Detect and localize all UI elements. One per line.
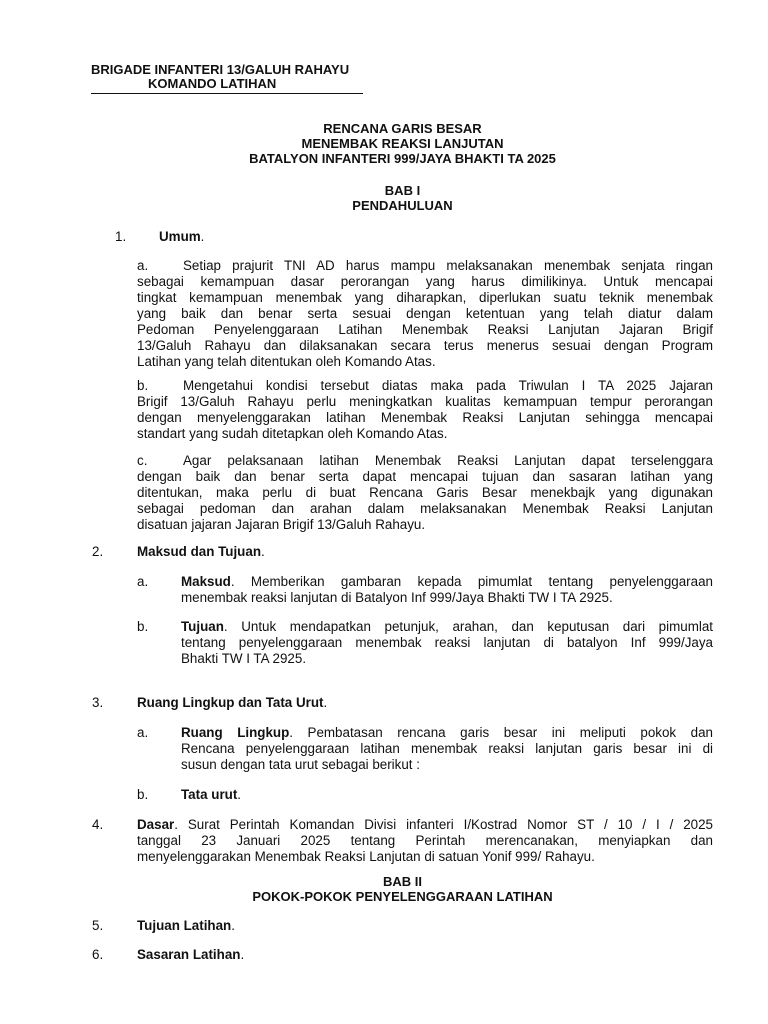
- paragraph-line: ditentukan, maka perlu di buat Rencana Garis Besar menekbajk yang digunakan: [137, 485, 713, 500]
- item-1c-paragraph: [137, 453, 713, 533]
- paragraph-line: tanggal 23 Januari 2025 tentang Perintah merencanakan, menyiapkan dan: [137, 833, 713, 848]
- section-2-heading: [137, 544, 265, 560]
- item-3b-letter: b.: [137, 787, 149, 802]
- section-2-number: 2.: [92, 544, 104, 559]
- item-3a-paragraph: [181, 725, 713, 773]
- chapter-2-label: BAB II: [383, 874, 422, 889]
- item-1b-paragraph: [137, 378, 713, 442]
- paragraph-text: . Untuk mendapatkan petunjuk, arahan, dan keputusan dari pimumlat: [223, 619, 713, 634]
- org-unit: KOMANDO LATIHAN: [148, 76, 277, 91]
- paragraph-line: Rencana penyelenggaraan latihan menembak reaksi lanjutan garis besar ini di: [181, 741, 713, 756]
- paragraph-line: menyelenggarakan Menembak Reaksi Lanjutan di satuan Yonif 999/ Rahayu.: [137, 849, 595, 864]
- section-2-title: Maksud dan Tujuan: [137, 544, 261, 559]
- paragraph-line: sebagai kemampuan dasar perorangan yang harus dimilikinya. Untuk mencapai: [137, 274, 713, 289]
- section-5-number: 5.: [92, 918, 104, 933]
- item-2a-paragraph: [181, 574, 713, 606]
- chapter-1-heading: [92, 183, 713, 213]
- item-3a-letter: a.: [137, 725, 149, 740]
- period: .: [200, 229, 205, 244]
- title-line-3: BATALYON INFANTERI 999/JAYA BHAKTI TA 2025: [249, 151, 556, 166]
- period: .: [323, 695, 328, 710]
- item-2b-letter: b.: [137, 619, 149, 634]
- paragraph-line: Mengetahui kondisi tersebut diatas maka pada Triwulan I TA 2025 Jajaran: [183, 378, 713, 393]
- section-5-title: Tujuan Latihan: [137, 918, 232, 933]
- item-3b-heading: [181, 787, 241, 803]
- section-1-heading: [159, 229, 204, 245]
- paragraph-line: menembak reaksi lanjutan di Batalyon Inf 999/Jaya Bhakti TW I TA 2925.: [181, 590, 613, 605]
- item-3a-term: Ruang Lingkup: [181, 725, 290, 740]
- paragraph-line: Pedoman Penyelenggaraan Latihan Menembak Reaksi Lanjutan Jajaran Brigif: [137, 322, 713, 337]
- section-3-number: 3.: [92, 695, 104, 710]
- paragraph-line: tingkat kemampuan menembak yang diharapkan, diperlukan suatu teknik menembak: [137, 290, 713, 305]
- section-1-title: Umum: [159, 229, 201, 244]
- paragraph-line: standart yang sudah ditetapkan oleh Komando Atas.: [137, 426, 448, 441]
- section-6-number: 6.: [92, 947, 104, 962]
- chapter-1-title: PENDAHULUAN: [352, 198, 453, 213]
- paragraph-line: tentang penyelenggaraan menembak reaksi lanjutan di batalyon Inf 999/Jaya: [181, 635, 713, 650]
- paragraph-line: Brigif 13/Galuh Rahayu perlu meningkatkan kualitas kemampuan tempur perorangan: [137, 394, 713, 409]
- item-1c-letter: c.: [137, 453, 148, 468]
- paragraph-line: disatuan jajaran Jajaran Brigif 13/Galuh Rahayu.: [137, 517, 426, 532]
- paragraph-line: [181, 619, 713, 635]
- paragraph-text: . Memberikan gambaran kepada pimumlat tentang penyelenggaraan: [230, 574, 713, 589]
- paragraph-line: Latihan yang telah ditentukan oleh Komando Atas.: [137, 354, 436, 369]
- paragraph-text: . Pembatasan rencana garis besar ini meliputi pokok dan: [289, 725, 713, 740]
- section-5-heading: [137, 918, 235, 934]
- paragraph-line: 13/Galuh Rahayu dan dilaksanakan secara terus menerus sesuai dengan Program: [137, 338, 713, 353]
- paragraph-line: Agar pelaksanaan latihan Menembak Reaksi Lanjutan dapat terselenggara: [183, 453, 713, 468]
- title-line-1: RENCANA GARIS BESAR: [323, 121, 482, 136]
- section-6-heading: [137, 947, 244, 963]
- paragraph-line: [137, 817, 713, 833]
- org-name: BRIGADE INFANTERI 13/GALUH RAHAYU: [91, 62, 350, 77]
- paragraph-line: Bhakti TW I TA 2925.: [181, 651, 307, 666]
- section-3-title: Ruang Lingkup dan Tata Urut: [137, 695, 324, 710]
- period: .: [261, 544, 265, 559]
- paragraph-line: [181, 725, 713, 741]
- item-2b-term: Tujuan: [181, 619, 224, 634]
- item-1a-paragraph: [137, 258, 713, 370]
- period: .: [240, 947, 245, 962]
- paragraph-text: . Surat Perintah Komandan Divisi infanteri I/Kostrad Nomor ST / 10 / I / 2025: [174, 817, 713, 832]
- section-4-term: Dasar: [137, 817, 175, 832]
- paragraph-line: susun dengan tata urut sebagai berikut :: [181, 757, 420, 772]
- chapter-1-label: BAB I: [384, 183, 421, 198]
- item-3b-term: Tata urut: [181, 787, 238, 802]
- paragraph-line: yang baik dan benar serta sesuai dengan ketentuan yang telah diatur dalam: [137, 306, 713, 321]
- item-1b-letter: b.: [137, 378, 149, 393]
- section-3-heading: [137, 695, 327, 711]
- paragraph-line: sebagai pedoman dan arahan dalam melaksanakan Menembak Reaksi Lanjutan: [137, 501, 713, 516]
- item-2a-term: Maksud: [181, 574, 231, 589]
- section-4-paragraph: [137, 817, 713, 865]
- paragraph-line: dengan baik dan benar serta dapat mencapai tujuan dan sasaran latihan yang: [137, 469, 713, 484]
- paragraph-line: [181, 574, 713, 590]
- header-underline: [91, 93, 363, 94]
- item-2b-paragraph: [181, 619, 713, 667]
- item-2a-letter: a.: [137, 574, 149, 589]
- title-line-2: MENEMBAK REAKSI LANJUTAN: [301, 136, 504, 151]
- period: .: [237, 787, 242, 802]
- item-1a-letter: a.: [137, 258, 149, 273]
- section-1-number: 1.: [115, 229, 127, 244]
- paragraph-line: dengan menyelenggarakan latihan Menembak Reaksi Lanjutan sehingga mencapai: [137, 410, 713, 425]
- period: .: [231, 918, 235, 933]
- paragraph-line: Setiap prajurit TNI AD harus mampu melaksanakan menembak senjata ringan: [183, 258, 713, 273]
- section-4-number: 4.: [92, 817, 104, 832]
- section-6-title: Sasaran Latihan: [137, 947, 241, 962]
- document-title: [92, 121, 713, 166]
- chapter-2-heading: [92, 874, 713, 904]
- chapter-2-title: POKOK-POKOK PENYELENGGARAAN LATIHAN: [252, 889, 553, 904]
